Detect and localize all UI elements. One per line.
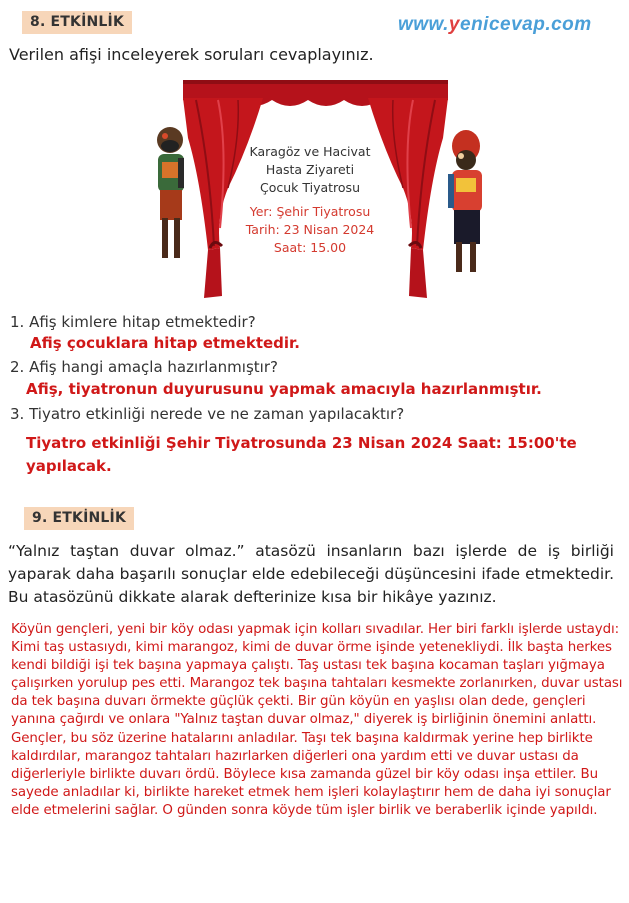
poster-place: Yer: Şehir Tiyatrosu <box>249 204 371 219</box>
question-1: 1. Afiş kimlere hitap etmektedir? <box>10 313 256 331</box>
question-2: 2. Afiş hangi amaçla hazırlanmıştır? <box>10 358 278 376</box>
answer-1: Afiş çocuklara hitap etmektedir. <box>30 334 300 352</box>
activity-8-tag: 8. ETKİNLİK <box>22 11 132 34</box>
logo-brand-y: y <box>448 14 460 35</box>
poster-title-line-1: Karagöz ve Hacivat <box>249 144 371 159</box>
answer-2: Afiş, tiyatronun duyurusunu yapmak amacıyla hazırlanmıştır. <box>26 380 542 398</box>
hacivat-puppet <box>448 130 482 272</box>
poster-text <box>230 143 390 257</box>
poster-title-line-3: Çocuk Tiyatrosu <box>259 180 360 195</box>
activity-9-prompt: “Yalnız taştan duvar olmaz.” atasözü insanların bazı işlerde de iş birliği yaparak daha başarılı sonuçlar elde edebileceği düşüncesini ifade etmektedir. Bu atasözünü dikkate alarak defterinize kısa bir hikâye yazınız. <box>8 542 614 606</box>
answer-3: Tiyatro etkinliği Şehir Tiyatrosunda 23 Nisan 2024 Saat: 15:00'te yapılacak. <box>26 434 577 475</box>
poster-date: Tarih: 23 Nisan 2024 <box>245 222 375 237</box>
poster-title-line-2: Hasta Ziyareti <box>265 162 355 177</box>
karagoz-puppet <box>157 127 184 258</box>
logo-suffix: .com <box>545 14 592 35</box>
site-logo[interactable] <box>398 14 592 36</box>
poster-time: Saat: 15.00 <box>273 240 347 255</box>
activity-9-tag: 9. ETKİNLİK <box>24 507 134 530</box>
question-3: 3. Tiyatro etkinliği nerede ve ne zaman yapılacaktır? <box>10 405 405 423</box>
instructions: Verilen afişi inceleyerek soruları cevaplayınız. <box>9 45 374 64</box>
logo-prefix: www. <box>398 14 449 35</box>
story-answer: Köyün gençleri, yeni bir köy odası yapmak için kolları sıvadılar. Her biri farklı işlerde ustaydı: Kimi taş ustasıydı, kimi marangoz, kimi de duvar örme işinde yetenekliydi. İlk başta herkes kendi bildiği işi tek başına yapmaya çalıştı. Taş ustası tek başına kocaman taşları yığmaya çalışırken yorulup pes etti. Marangoz tek başına tahtaları kesmekte zorlanırken, duvar ustası da tek başına duvarı örmekte güçlük çekti. Bir gün köyün en yaşlısı olan dede, gençleri yanına çağırdı ve onlara "Yalnız taştan duvar olmaz," diyerek iş birliğinin önemini anlattı. Gençler, bu söz üzerine hatalarını anladılar. Taşı tek başına kaldırmak yerine hep birlikte kaldırdılar, marangoz tahtaları hazırlarken diğerleri ona yardım etti ve duvar ustası da diğerleriyle birlikte duvarı ördü. Böylece kısa zamanda güzel bir köy odası inşa ettiler. Bu sayede anladılar ki, birlikte hareket etmek hem işleri kolaylaştırır hem de daha iyi sonuçlar elde etmelerini sağlar. O günden sonra köyde tüm işler birlik ve beraberlik içinde yapıldı. <box>11 622 623 818</box>
logo-brand: enicevap <box>460 14 546 35</box>
